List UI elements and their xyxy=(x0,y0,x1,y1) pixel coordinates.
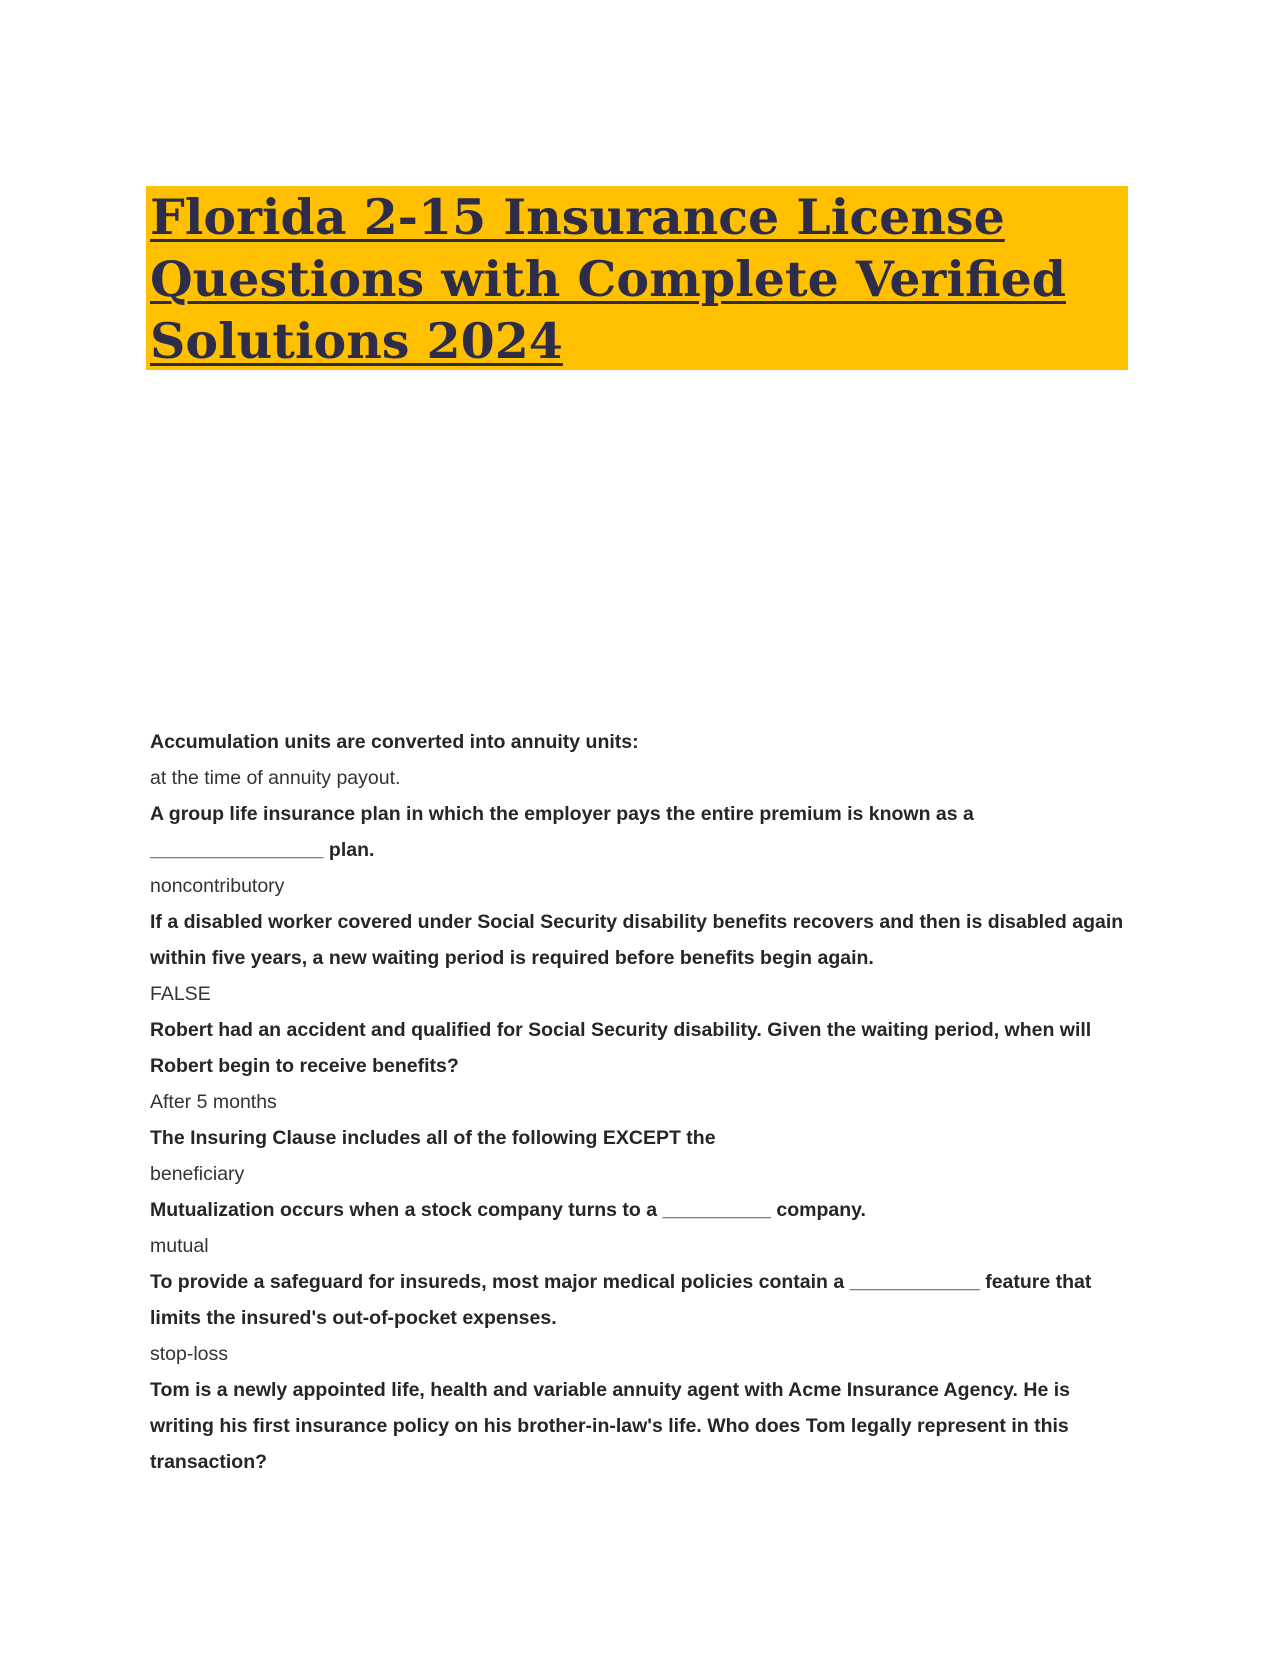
document-title: Florida 2-15 Insurance License Questions with Complete Verified Solutions 2024 xyxy=(150,188,1067,370)
qa-item xyxy=(150,724,1130,796)
answer-text: FALSE xyxy=(150,983,211,1005)
qa-item xyxy=(150,904,1130,1012)
qa-item xyxy=(150,1012,1130,1120)
qa-list xyxy=(150,724,1130,1480)
qa-item xyxy=(150,1372,1130,1480)
question-text: The Insuring Clause includes all of the following EXCEPT the xyxy=(150,1127,716,1149)
qa-item xyxy=(150,1120,1130,1192)
answer-text: After 5 months xyxy=(150,1091,277,1113)
question-text: To provide a safeguard for insureds, most major medical policies contain a ____________ feature that limits the insured's out-of-pocket expenses. xyxy=(150,1271,1092,1329)
question-text: Robert had an accident and qualified for Social Security disability. Given the waiting period, when will Robert begin to receive benefits? xyxy=(150,1019,1092,1077)
question-text: A group life insurance plan in which the employer pays the entire premium is known as a ________________ plan. xyxy=(150,803,974,861)
question-text: If a disabled worker covered under Social Security disability benefits recovers and then is disabled again within five years, a new waiting period is required before benefits begin again. xyxy=(150,911,1124,969)
question-text: Tom is a newly appointed life, health and variable annuity agent with Acme Insurance Agency. He is writing his first insurance policy on his brother-in-law's life. Who does Tom legally represent in this transaction? xyxy=(150,1379,1070,1473)
answer-text: noncontributory xyxy=(150,875,285,897)
answer-text: beneficiary xyxy=(150,1163,245,1185)
qa-item xyxy=(150,796,1130,904)
answer-text: stop-loss xyxy=(150,1343,229,1365)
answer-text: at the time of annuity payout. xyxy=(150,767,401,789)
qa-item xyxy=(150,1192,1130,1264)
answer-text: mutual xyxy=(150,1235,209,1257)
qa-item xyxy=(150,1264,1130,1372)
question-text: Accumulation units are converted into annuity units: xyxy=(150,731,639,753)
question-text: Mutualization occurs when a stock company turns to a __________ company. xyxy=(150,1199,866,1221)
